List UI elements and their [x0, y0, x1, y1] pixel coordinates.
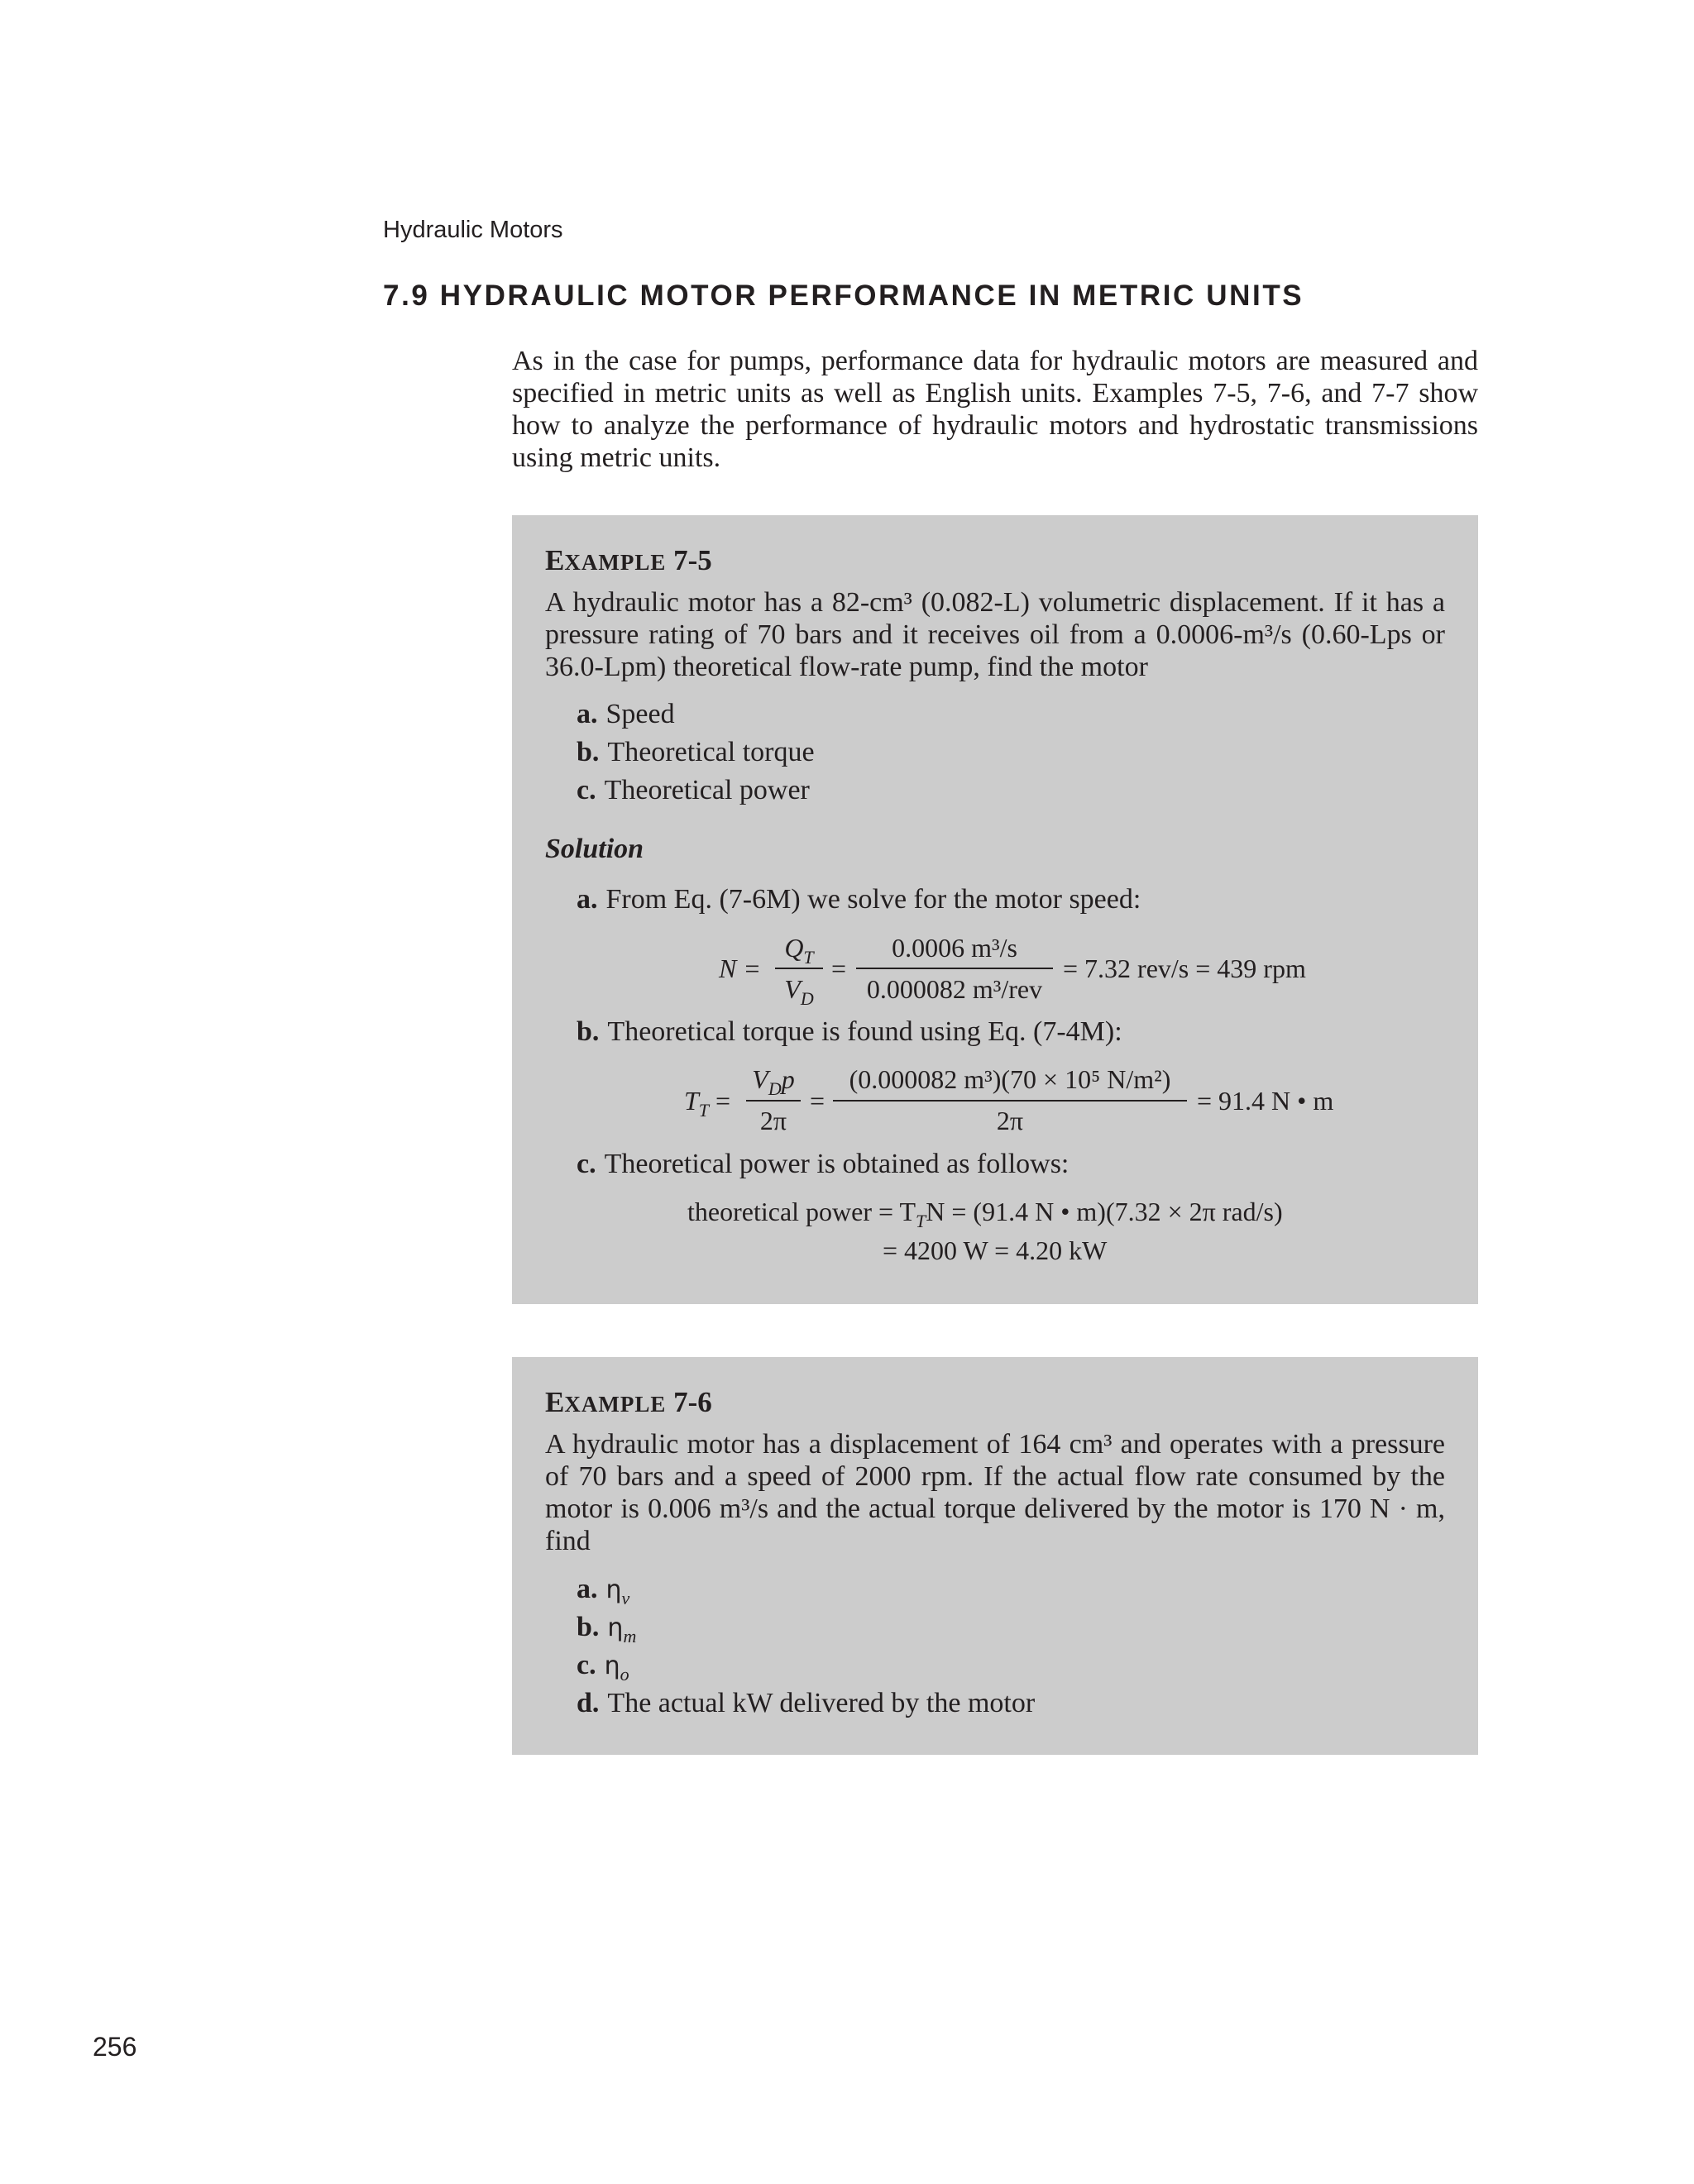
example-problem: A hydraulic motor has a displacement of 164 cm³ and operates with a pressure of 70 bars and a speed of 2000 rpm. If the actual flow rate consumed by the motor is 0.006 m³/s and the actual torque delivered by the motor is 170 N · m, find	[545, 1429, 1445, 1556]
fraction-denominator: 0.000082 m³/rev	[866, 974, 1043, 1004]
step-label: b.	[577, 1016, 600, 1047]
eq-lhs: N =	[719, 953, 761, 983]
item-label: a.	[577, 1574, 598, 1604]
step-text: From Eq. (7-6M) we solve for the motor speed:	[605, 884, 1141, 915]
fraction-numerator: $Q_T$	[784, 933, 814, 968]
list-item	[577, 1687, 1035, 1719]
solution-step-a	[577, 884, 1141, 915]
fraction-denominator: $V_D$	[784, 974, 814, 1009]
item-text: Theoretical torque	[607, 737, 815, 767]
item-text: Theoretical power	[604, 775, 810, 805]
solution-step-b	[577, 1016, 1122, 1048]
eq-result: = 91.4 N • m	[1197, 1086, 1334, 1116]
list-item: c. $\eta_o$	[577, 1650, 629, 1685]
solution-step-c	[577, 1149, 1069, 1180]
example-box-7-5	[512, 515, 1478, 1304]
step-label: a.	[577, 884, 598, 915]
list-item	[577, 698, 675, 730]
example-title	[545, 544, 712, 577]
page-number: 256	[93, 2032, 137, 2062]
fraction-bar	[856, 968, 1053, 969]
item-label: c.	[577, 775, 596, 805]
list-item: a. $\eta_v$	[577, 1574, 630, 1608]
step-label: c.	[577, 1149, 596, 1179]
list-item	[577, 774, 810, 806]
step-text: Theoretical power is obtained as follows:	[604, 1149, 1070, 1179]
eq-line: = 4200 W = 4.20 kW	[883, 1235, 1108, 1265]
running-head: Hydraulic Motors	[383, 217, 563, 243]
example-title-initial: E	[545, 1386, 565, 1418]
section-title: 7.9 HYDRAULIC MOTOR PERFORMANCE IN METRIC UNITS	[383, 280, 1304, 312]
eq-equals: =	[810, 1086, 825, 1116]
eq-lhs: $T_T$ =	[684, 1086, 731, 1121]
solution-heading: Solution	[545, 834, 644, 864]
example-title-initial: E	[545, 544, 565, 576]
example-number: 7-5	[673, 544, 712, 576]
item-label: b.	[577, 737, 600, 767]
step-text: Theoretical torque is found using Eq. (7-4M):	[607, 1016, 1122, 1047]
fraction-numerator: (0.000082 m³)(70 × 10⁵ N/m²)	[849, 1064, 1171, 1094]
example-title-word: XAMPLE	[564, 550, 667, 575]
fraction-bar	[833, 1100, 1187, 1102]
eq-line: theoretical power = $T_TN = (91.4$ N • m)(7.32 × 2π rad/s)	[687, 1197, 1283, 1231]
list-item	[577, 736, 815, 768]
intro-paragraph: As in the case for pumps, performance data for hydraulic motors are measured and specified in metric units as well as English units. Examples 7-5, 7-6, and 7-7 show how to analyze the performance of hydraulic motors and hydrostatic transmissions using metric units.	[512, 346, 1478, 473]
list-item: b. $\eta_m$	[577, 1612, 637, 1646]
example-number: 7-6	[673, 1386, 712, 1418]
fraction-bar	[775, 968, 823, 969]
fraction-numerator: 0.0006 m³/s	[892, 933, 1017, 963]
eq-equals: =	[831, 953, 847, 983]
example-problem: A hydraulic motor has a 82-cm³ (0.082-L) volumetric displacement. If it has a pressure rating of 70 bars and it receives oil from a 0.0006-m³/s (0.60-Lps or 36.0-Lpm) theoretical flow-rate pump, find the motor	[545, 587, 1445, 682]
example-title	[545, 1386, 712, 1419]
item-label: c.	[577, 1650, 596, 1680]
fraction-denominator: 2π	[759, 1106, 787, 1135]
item-label: b.	[577, 1612, 600, 1642]
fraction-denominator: 2π	[996, 1106, 1024, 1135]
fraction-bar	[746, 1100, 801, 1102]
item-text: The actual kW delivered by the motor	[607, 1688, 1036, 1718]
item-label: a.	[577, 699, 598, 729]
item-text: Speed	[605, 699, 675, 729]
item-label: d.	[577, 1688, 600, 1718]
eta-symbol: η	[607, 1613, 624, 1642]
eta-symbol: η	[605, 1575, 622, 1604]
example-title-word: XAMPLE	[564, 1392, 667, 1417]
eq-result: = 7.32 rev/s = 439 rpm	[1063, 953, 1306, 983]
example-box-7-6	[512, 1357, 1478, 1755]
eta-symbol: η	[604, 1651, 620, 1680]
fraction-numerator: $V_Dp$	[752, 1064, 795, 1099]
